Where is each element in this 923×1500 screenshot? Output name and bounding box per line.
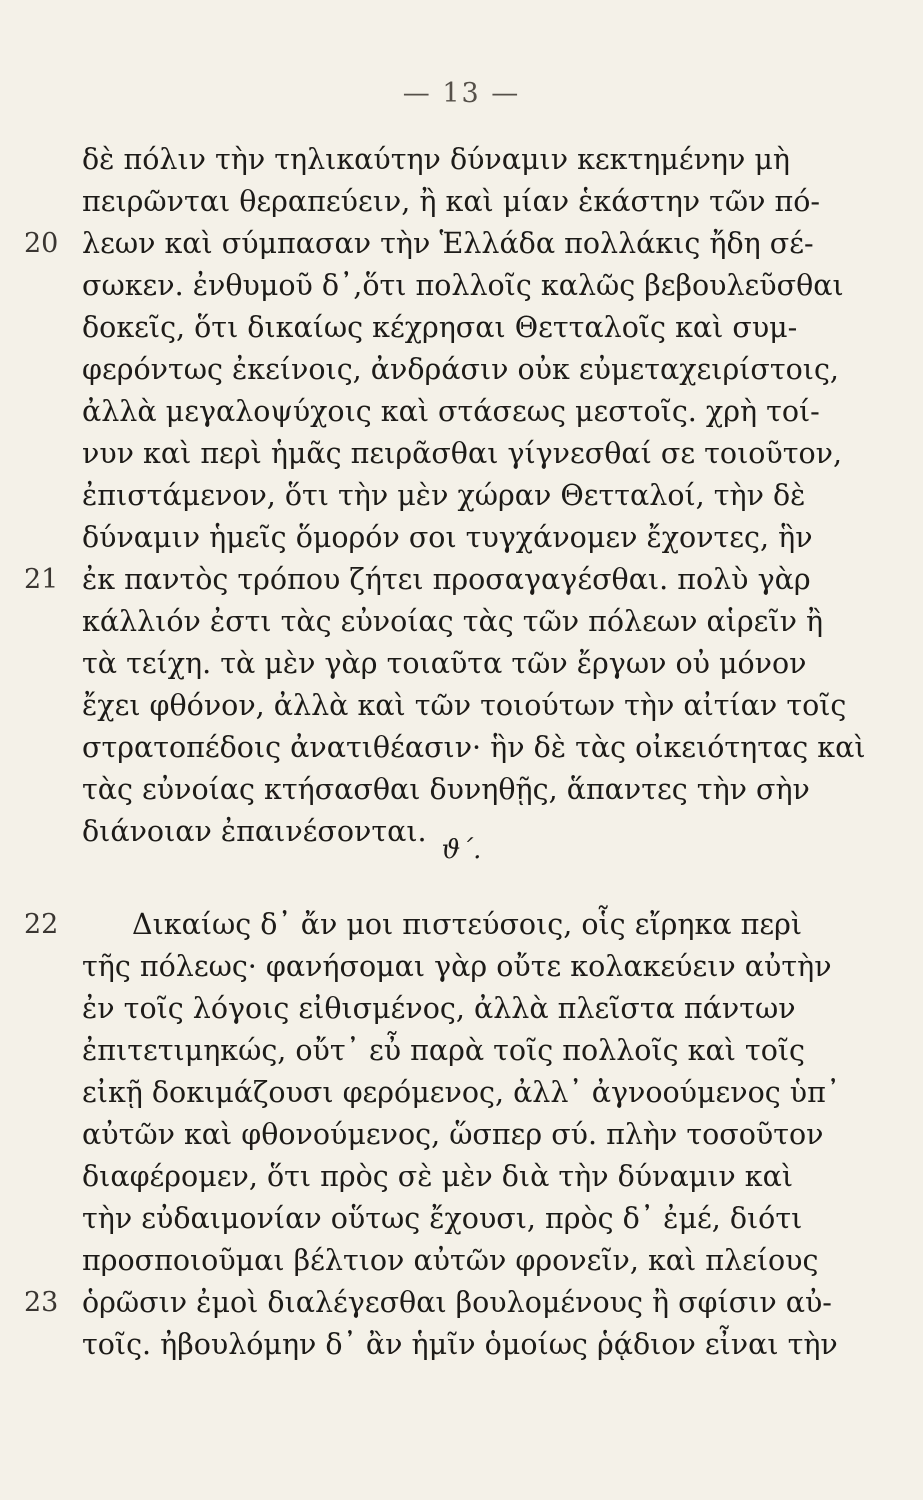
section-mark: ϑ΄. <box>441 835 482 865</box>
text-line: δοκεῖς, ὅτι δικαίως κέχρησαι Θετταλοῖς καὶ συμ- <box>82 311 798 344</box>
text-line: δὲ πόλιν τὴν τηλικαύτην δύναμιν κεκτημένην μὴ <box>82 143 790 176</box>
margin-section-number: 23 <box>24 1287 59 1318</box>
text-line: εἰκῇ δοκιμάζουσι φερόμενος, ἀλλ᾽ ἀγνοούμενος ὑπ᾽ <box>82 1076 841 1109</box>
text-line: διαφέρομεν, ὅτι πρὸς σὲ μὲν διὰ τὴν δύναμιν καὶ <box>82 1160 794 1193</box>
text-line: δύναμιν ἡμεῖς ὅμορόν σοι τυγχάνομεν ἔχοντες, ἣν <box>82 521 813 554</box>
text-line: στρατοπέδοις ἀνατιθέασιν· ἣν δὲ τὰς οἰκειότητας καὶ <box>82 731 866 764</box>
text-line: αὐτῶν καὶ φθονούμενος, ὥσπερ σύ. πλὴν τοσοῦτον <box>82 1118 824 1151</box>
text-line: τῆς πόλεως· φανήσομαι γὰρ οὔτε κολακεύειν αὐτὴν <box>82 950 832 983</box>
text-line: ὁρῶσιν ἐμοὶ διαλέγεσθαι βουλομένους ἢ σφίσιν αὐ- <box>82 1286 832 1319</box>
text-line: ἀλλὰ μεγαλοψύχοις καὶ στάσεως μεστοῖς. χρὴ τοί- <box>82 395 820 428</box>
margin-section-number: 22 <box>24 909 59 940</box>
text-line: ἐκ παντὸς τρόπου ζήτει προσαγαγέσθαι. πολὺ γὰρ <box>82 563 811 596</box>
margin-section-number: 21 <box>24 564 59 595</box>
text-line: λεων καὶ σύμπασαν τὴν Ἑλλάδα πολλάκις ἤδη σέ- <box>82 227 814 260</box>
text-line: ἐπιστάμενον, ὅτι τὴν μὲν χώραν Θετταλοί, τὴν δὲ <box>82 479 806 512</box>
text-line: σωκεν. ἐνθυμοῦ δ᾽,ὅτι πολλοῖς καλῶς βεβουλεῦσθαι <box>82 269 844 302</box>
text-line: πειρῶνται θεραπεύειν, ἢ καὶ μίαν ἑκάστην τῶν πό- <box>82 185 821 218</box>
text-line: ἔχει φθόνον, ἀλλὰ καὶ τῶν τοιούτων τὴν αἰτίαν τοῖς <box>82 689 847 722</box>
text-line: τὰ τείχη. τὰ μὲν γὰρ τοιαῦτα τῶν ἔργων οὐ μόνον <box>82 647 807 680</box>
text-line: προσποιοῦμαι βέλτιον αὐτῶν φρονεῖν, καὶ πλείους <box>82 1244 819 1277</box>
text-line: διάνοιαν ἐπαινέσονται. <box>82 815 427 848</box>
text-line: κάλλιόν ἐστι τὰς εὐνοίας τὰς τῶν πόλεων αἱρεῖν ἢ <box>82 605 824 638</box>
text-line: ἐπιτετιμηκώς, οὔτ᾽ εὖ παρὰ τοῖς πολλοῖς καὶ τοῖς <box>82 1034 805 1067</box>
text-line: νυν καὶ περὶ ἡμᾶς πειρᾶσθαι γίγνεσθαί σε τοιοῦτον, <box>82 437 843 470</box>
text-line: τοῖς. ἠβουλόμην δ᾽ ἂν ἡμῖν ὁμοίως ῥᾴδιον εἶναι τὴν <box>82 1328 838 1361</box>
text-line: τὰς εὐνοίας κτήσασθαι δυνηθῇς, ἅπαντες τὴν σὴν <box>82 773 810 806</box>
text-line: φερόντως ἐκείνοις, ἀνδράσιν οὐκ εὐμεταχειρίστοις, <box>82 353 839 386</box>
margin-section-number: 20 <box>24 228 59 259</box>
page-number: — 13 — <box>402 78 521 109</box>
text-line: τὴν εὐδαιμονίαν οὕτως ἔχουσι, πρὸς δ᾽ ἐμέ, διότι <box>82 1202 803 1235</box>
text-line: ἐν τοῖς λόγοις εἰθισμένος, ἀλλὰ πλεῖστα πάντων <box>82 992 796 1025</box>
text-line: Δικαίως δ᾽ ἄν μοι πιστεύσοις, οἷς εἴρηκα περὶ <box>132 908 803 941</box>
